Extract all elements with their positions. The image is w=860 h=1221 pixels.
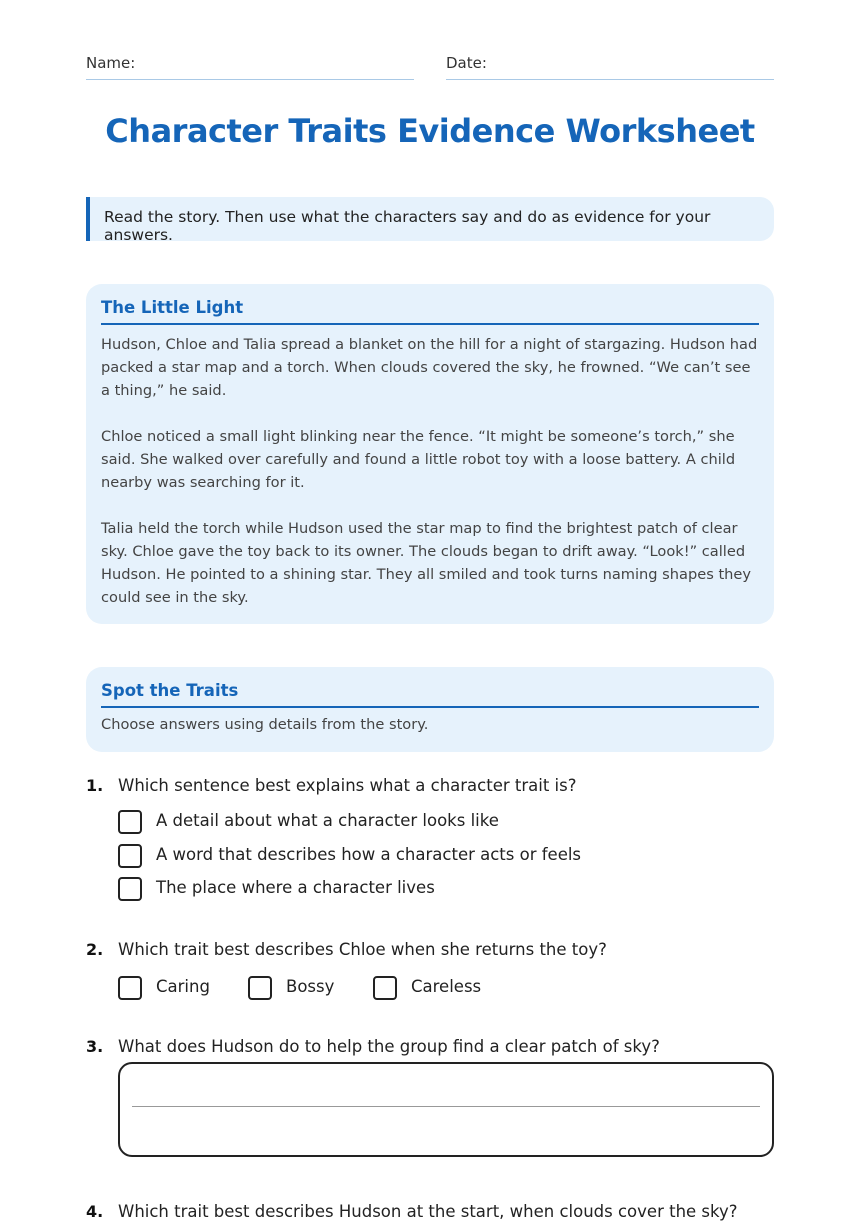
instructions-text: Read the story. Then use what the characters say and do as evidence for your answers. [104, 208, 711, 244]
instructions-callout [86, 197, 774, 244]
date-field[interactable] [446, 54, 774, 80]
option-label: A word that describes how a character acts or feels [156, 845, 582, 864]
checkbox[interactable] [248, 976, 272, 1000]
name-field[interactable] [86, 54, 414, 80]
answer-textbox[interactable] [118, 1062, 774, 1157]
question-text: What does Hudson do to help the group find a clear patch of sky? [118, 1037, 660, 1056]
story-paragraph: Talia held the torch while Hudson used the star map to find the brightest patch of clear sky. Chloe gave the toy back to its owner. The clouds began to drift away. “Look!” called Hudson. He pointed to a shining star. They all smiled and took turns naming shapes they could see in the sky. [101, 520, 752, 606]
question-number: 1. [86, 776, 104, 795]
option-label: Careless [411, 977, 482, 996]
option-label: The place where a character lives [156, 878, 435, 897]
date-label: Date: [446, 54, 487, 72]
question-number: 2. [86, 940, 104, 959]
question-number: 3. [86, 1037, 104, 1056]
checkbox[interactable] [118, 976, 142, 1000]
writing-line [132, 1106, 760, 1107]
name-date-row [86, 54, 774, 80]
section-title: Spot the Traits [101, 681, 759, 708]
worksheet-title: Character Traits Evidence Worksheet [105, 112, 755, 150]
checkbox[interactable] [373, 976, 397, 1000]
section-subtitle: Choose answers using details from the story. [101, 716, 429, 733]
option-label: Bossy [286, 977, 335, 996]
checkbox[interactable] [118, 877, 142, 901]
story-paragraph: Chloe noticed a small light blinking near the fence. “It might be someone’s torch,” she said. She walked over carefully and found a little robot toy with a loose battery. A child nearby was searching for it. [101, 428, 736, 491]
option-label: A detail about what a character looks like [156, 811, 499, 830]
option-label: Caring [156, 977, 210, 996]
checkbox[interactable] [118, 844, 142, 868]
question-text: Which trait best describes Hudson at the start, when clouds cover the sky? [118, 1202, 738, 1221]
story-panel [86, 284, 774, 624]
spot-traits-panel [86, 667, 774, 752]
question-number: 4. [86, 1202, 104, 1221]
question-text: Which trait best describes Chloe when she returns the toy? [118, 940, 607, 959]
question-text: Which sentence best explains what a character trait is? [118, 776, 577, 795]
story-paragraph: Hudson, Chloe and Talia spread a blanket on the hill for a night of stargazing. Hudson had packed a star map and a torch. When clouds covered the sky, he frowned. “We can’t see a thing,” he said. [101, 336, 758, 399]
name-label: Name: [86, 54, 136, 72]
story-title: The Little Light [101, 298, 759, 325]
checkbox[interactable] [118, 810, 142, 834]
